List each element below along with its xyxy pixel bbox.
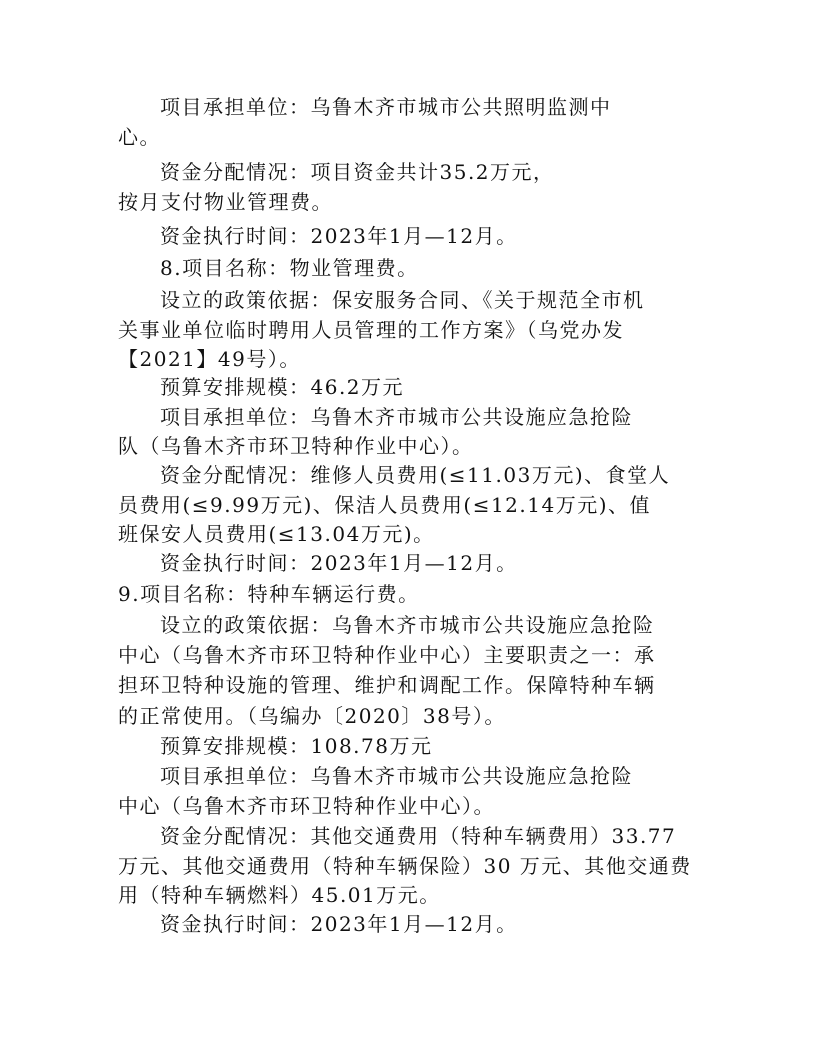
text-line: 8.项目名称：物业管理费。 bbox=[160, 256, 419, 280]
text-line: 项目承担单位：乌鲁木齐市城市公共设施应急抢险 bbox=[160, 405, 633, 429]
text-line: 队（乌鲁木齐市环卫特种作业中心）。 bbox=[118, 434, 474, 458]
text-line: 担环卫特种设施的管理、维护和调配工作。保障特种车辆 bbox=[118, 673, 656, 697]
text-line: 9.项目名称：特种车辆运行费。 bbox=[118, 582, 420, 606]
text-line: 资金分配情况：项目资金共计35.2万元， bbox=[160, 160, 555, 184]
text-line: 预算安排规模：46.2万元 bbox=[160, 375, 405, 399]
text-line: 的正常使用。（乌编办〔2020〕38号）。 bbox=[118, 704, 506, 728]
text-line: 资金执行时间：2023年1月—12月。 bbox=[160, 224, 518, 248]
text-line: 设立的政策依据：乌鲁木齐市城市公共设施应急抢险 bbox=[160, 613, 655, 637]
text-line: 资金执行时间：2023年1月—12月。 bbox=[160, 551, 518, 575]
text-line: 项目承担单位：乌鲁木齐市城市公共设施应急抢险 bbox=[160, 764, 633, 788]
text-line: 按月支付物业管理费。 bbox=[118, 190, 333, 214]
text-line: 中心（乌鲁木齐市环卫特种作业中心）主要职责之一：承 bbox=[118, 643, 656, 667]
text-line: 预算安排规模：108.78万元 bbox=[160, 734, 433, 758]
text-line: 【2021】49号）。 bbox=[118, 347, 301, 371]
text-line: 资金执行时间：2023年1月—12月。 bbox=[160, 912, 518, 936]
text-line: 设立的政策依据：保安服务合同、《关于规范全市机 bbox=[160, 288, 645, 312]
text-line: 项目承担单位：乌鲁木齐市城市公共照明监测中 bbox=[160, 95, 612, 119]
text-line: 资金分配情况：维修人员费用(≤11.03万元)、食堂人 bbox=[160, 463, 671, 487]
text-line: 心。 bbox=[118, 125, 161, 149]
text-line: 中心（乌鲁木齐市环卫特种作业中心）。 bbox=[118, 794, 495, 818]
text-line: 关事业单位临时聘用人员管理的工作方案》（乌党办发 bbox=[118, 318, 624, 342]
text-line: 员费用(≤9.99万元)、保洁人员费用(≤12.14万元)、值 bbox=[118, 493, 652, 517]
text-line: 万元、其他交通费用（特种车辆保险）30 万元、其他交通费 bbox=[118, 854, 692, 878]
text-line: 班保安人员费用(≤13.04万元)。 bbox=[118, 522, 435, 546]
text-line: 资金分配情况：其他交通费用（特种车辆费用）33.77 bbox=[160, 824, 677, 848]
text-line: 用（特种车辆燃料）45.01万元。 bbox=[118, 883, 441, 907]
